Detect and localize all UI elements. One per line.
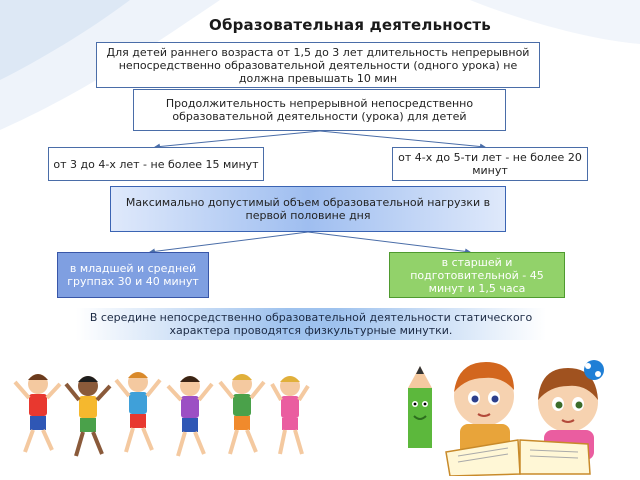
junior-groups-box — [57, 252, 209, 298]
physical-minutes-text: В середине непосредственно образовательной деятельности статического характера проводятся физкультурные минутки. — [89, 311, 533, 337]
early-age-box — [96, 42, 540, 88]
age-3-4-text: от 3 до 4-х лет - не более 15 минут — [53, 157, 259, 171]
junior-groups-text: в младшей и средней группах 30 и 40 минут — [67, 262, 199, 288]
pencil-character-icon — [408, 366, 432, 448]
physical-minutes-box — [76, 308, 546, 340]
age-4-5-text: от 4-х до 5-ти лет - не более 20 минут — [398, 151, 582, 177]
page-title: Образовательная деятельность — [209, 16, 491, 34]
max-load-box — [110, 186, 506, 232]
early-age-text: Для детей раннего возраста от 1,5 до 3 лет длительность непрерывной непосредственно образовательной деятельности (одного урока) не должна превышать 10 мин — [106, 45, 530, 85]
senior-groups-box — [389, 252, 565, 298]
age-3-4-box — [48, 147, 264, 181]
duration-text: Продолжительность непрерывной непосредственно образовательной деятельности (урока) для детей — [165, 97, 474, 123]
jumping-children-illustration — [10, 362, 310, 474]
reading-children-illustration — [398, 348, 634, 476]
senior-groups-text: в старшей и подготовительной - 45 минут и 1,5 часа — [410, 255, 544, 295]
max-load-text: Максимально допустимый объем образовательной нагрузки в первой половине дня — [125, 196, 491, 222]
duration-box — [133, 89, 506, 131]
age-4-5-box — [392, 147, 588, 181]
